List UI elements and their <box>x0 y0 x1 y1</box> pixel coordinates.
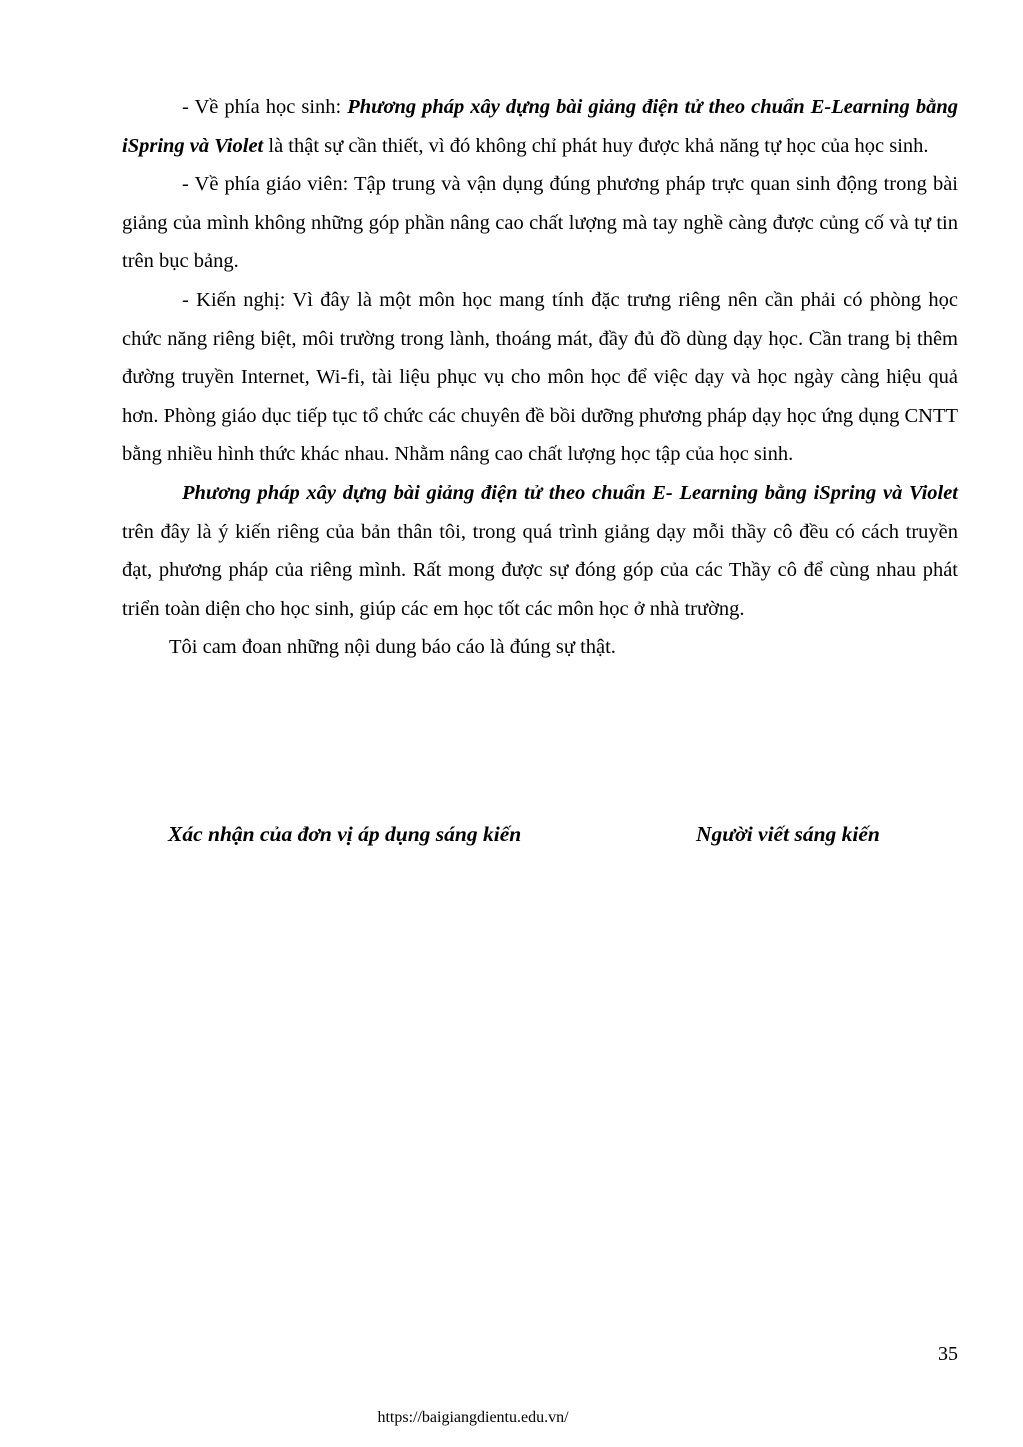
paragraph-teachers <box>122 165 958 281</box>
signature-row <box>168 822 928 862</box>
signature-unit-confirmation: Xác nhận của đơn vị áp dụng sáng kiến <box>168 822 522 846</box>
paragraph-students <box>122 88 958 165</box>
commitment-statement: Tôi cam đoan những nội dung báo cáo là đúng sự thật. <box>169 636 616 659</box>
page-number: 35 <box>938 1343 958 1365</box>
method-title-emphasis: Phương pháp xây dựng bài giảng điện tử theo chuẩn E-Learning bằng iSpring và Violet <box>122 96 958 157</box>
footer-url: https://baigiangdientu.edu.vn/ <box>377 1409 569 1426</box>
paragraph-teachers-text: - Về phía giáo viên: Tập trung và vận dụng đúng phương pháp trực quan sinh động trong bài giảng của mình không những góp phần nâng cao chất lượng mà tay nghề càng được củng cố và tự tin trên bục bảng. <box>122 173 958 273</box>
paragraph-recommendations-text: - Kiến nghị: Vì đây là một môn học mang tính đặc trưng riêng nên cần phải có phòng học chức năng riêng biệt, môi trường trong lành, thoáng mát, đầy đủ đồ dùng dạy học. Cần trang bị thêm đường truyền Internet, Wi-fi, tài liệu phục vụ cho môn học để việc dạy và học ngày càng hiệu quả hơn. Phòng giáo dục tiếp tục tổ chức các chuyên đề bồi dưỡng phương pháp dạy học ứng dụng CNTT bằng nhiều hình thức khác nhau. Nhằm nâng cao chất lượng học tập của học sinh. <box>122 288 958 466</box>
method-title-emphasis-2: Phương pháp xây dựng bài giảng điện tử theo chuẩn E- Learning bằng iSpring và Violet <box>182 481 958 504</box>
paragraph-recommendations <box>122 281 958 474</box>
paragraph-conclusion <box>122 474 958 628</box>
paragraph-students-rest: là thật sự cần thiết, vì đó không chỉ phát huy được khả năng tự học của học sinh. <box>263 134 929 157</box>
signature-author: Người viết sáng kiến <box>696 822 880 846</box>
document-body <box>122 88 958 667</box>
paragraph-conclusion-rest: trên đây là ý kiến riêng của bản thân tôi, trong quá trình giảng dạy mỗi thầy cô đều có cách truyền đạt, phương pháp của riêng mình. Rất mong được sự đóng góp của các Thầy cô để cùng nhau phát triển toàn diện cho học sinh, giúp các em học tốt các môn học ở nhà trường. <box>122 520 958 620</box>
paragraph-students-lead: - Về phía học sinh: <box>182 96 348 118</box>
